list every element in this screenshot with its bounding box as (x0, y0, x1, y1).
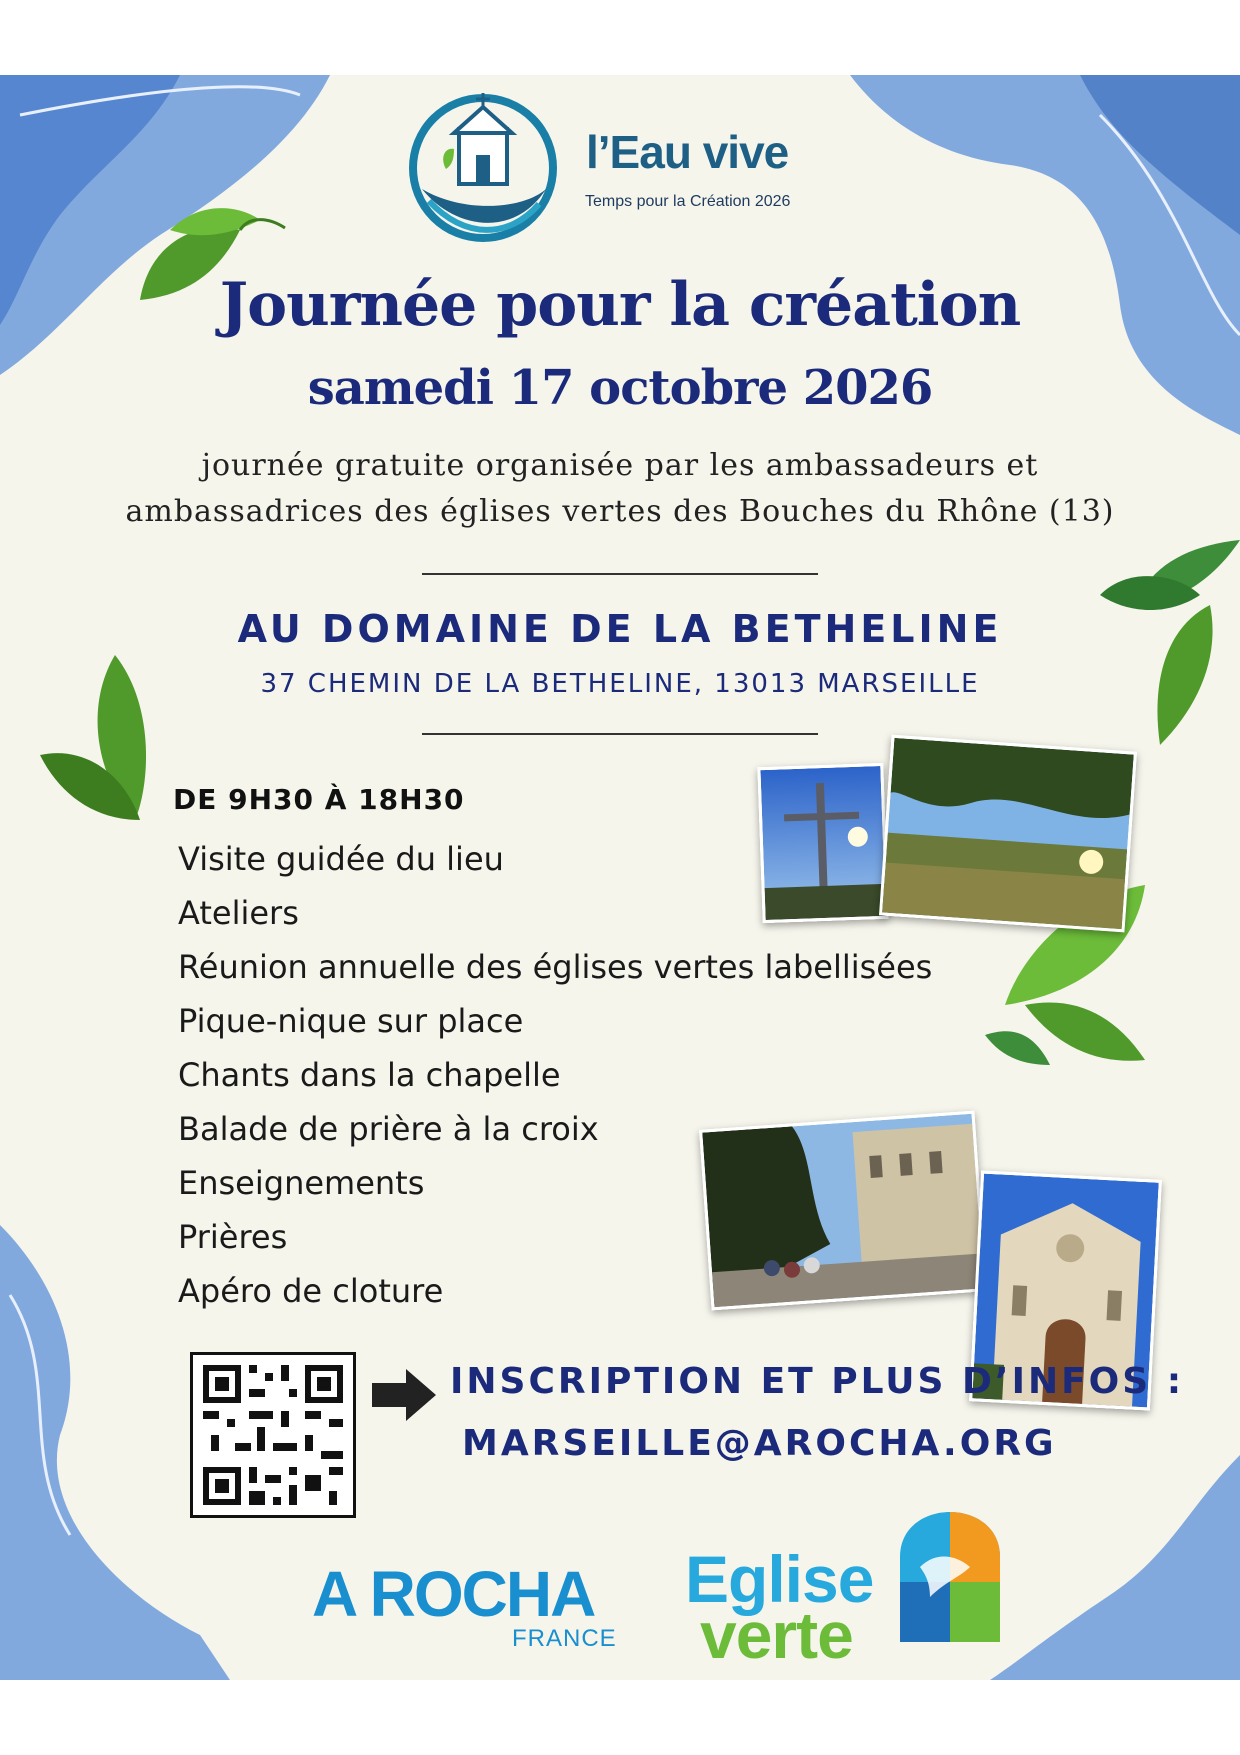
program-item: Réunion annuelle des églises vertes labellisées (178, 948, 933, 986)
program-item: Enseignements (178, 1164, 425, 1202)
event-intro (0, 443, 1240, 535)
program-item: Balade de prière à la croix (178, 1110, 599, 1148)
eglise-verte-logo-line1: Eglise (685, 1542, 874, 1616)
logo-subtitle: Temps pour la Création 2026 (585, 193, 791, 210)
arrow-right-icon (370, 1365, 440, 1425)
program-item: Chants dans la chapelle (178, 1056, 561, 1094)
eglise-verte-window-icon (900, 1512, 1000, 1642)
registration-label: INSCRIPTION ET PLUS D’INFOS : (450, 1361, 1185, 1402)
program-item: Visite guidée du lieu (178, 840, 504, 878)
program-item: Prières (178, 1218, 288, 1256)
logo-title: l’Eau vive (586, 126, 789, 178)
eau-vive-logo-icon (404, 89, 562, 247)
divider (422, 573, 818, 575)
arocha-logo-subtitle: FRANCE (512, 1625, 617, 1652)
schedule-hours: DE 9H30 À 18H30 (173, 783, 465, 816)
venue-name: AU DOMAINE DE LA BETHELINE (237, 607, 1003, 651)
program-item: Apéro de cloture (178, 1272, 444, 1310)
qr-code[interactable] (190, 1352, 356, 1518)
event-date: samedi 17 octobre 2026 (307, 360, 933, 416)
photo-building (699, 1111, 987, 1311)
photo-field (879, 735, 1137, 933)
program-item: Ateliers (178, 894, 299, 932)
poster (0, 75, 1240, 1680)
eglise-verte-logo-line2: verte (700, 1598, 853, 1672)
program-item: Pique-nique sur place (178, 1002, 524, 1040)
divider (422, 733, 818, 735)
event-title: Journée pour la création (219, 270, 1021, 340)
intro-line-1: journée gratuite organisée par les ambassadeurs et (201, 448, 1039, 483)
intro-line-2: ambassadrices des églises vertes des Bouches du Rhône (13) (125, 494, 1115, 529)
arocha-logo: A ROCHA (312, 1558, 595, 1630)
photo-cross (757, 763, 888, 923)
venue-address: 37 CHEMIN DE LA BETHELINE, 13013 MARSEILLE (260, 669, 980, 699)
registration-email[interactable]: MARSEILLE@AROCHA.ORG (462, 1423, 1057, 1464)
